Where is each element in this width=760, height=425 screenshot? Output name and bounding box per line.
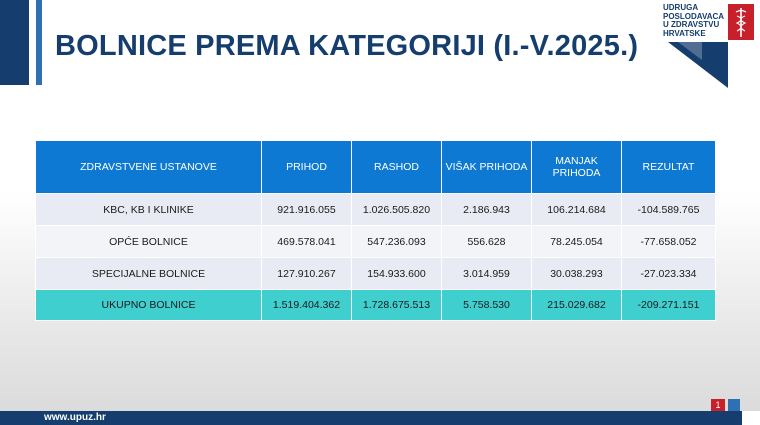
table-row — [36, 226, 716, 258]
cell-expense: 1.728.675.513 — [352, 290, 442, 321]
cell-expense: 154.933.600 — [352, 258, 442, 290]
logo-line: POSLODAVACA — [663, 11, 725, 21]
cell-surplus: 5.758.530 — [442, 290, 532, 321]
cell-deficit: 215.029.682 — [532, 290, 622, 321]
cell-institution: UKUPNO BOLNICE — [36, 290, 262, 321]
table-header-row — [36, 141, 716, 194]
table-row — [36, 194, 716, 226]
page-number: 1 — [711, 399, 725, 411]
cell-deficit: 106.214.684 — [532, 194, 622, 226]
header-surplus: VIŠAK PRIHODA — [442, 141, 532, 194]
logo-line: HRVATSKE — [663, 28, 706, 38]
corner-decoration — [728, 399, 740, 411]
hospital-category-table — [35, 140, 716, 321]
logo-text — [663, 4, 724, 38]
cell-expense: 1.026.505.820 — [352, 194, 442, 226]
cell-result: -77.658.052 — [622, 226, 716, 258]
header-result: REZULTAT — [622, 141, 716, 194]
cell-surplus: 556.628 — [442, 226, 532, 258]
cell-deficit: 78.245.054 — [532, 226, 622, 258]
cell-result: -27.023.334 — [622, 258, 716, 290]
table-total-row — [36, 290, 716, 321]
footer-url: www.upuz.hr — [44, 412, 106, 423]
cell-expense: 547.236.093 — [352, 226, 442, 258]
logo-line: U ZDRAVSTVU — [663, 20, 720, 29]
cell-income: 127.910.267 — [262, 258, 352, 290]
header-deficit: MANJAK PRIHODA — [532, 141, 622, 194]
cell-income: 469.578.041 — [262, 226, 352, 258]
caduceus-icon — [728, 4, 754, 40]
header-income: PRIHOD — [262, 141, 352, 194]
cell-deficit: 30.038.293 — [532, 258, 622, 290]
upuz-logo — [660, 0, 760, 90]
cell-income: 1.519.404.362 — [262, 290, 352, 321]
logo-line: UDRUGA — [663, 3, 699, 12]
corner-decoration — [742, 411, 760, 425]
cell-institution: KBC, KB I KLINIKE — [36, 194, 262, 226]
logo-triangle-icon — [668, 42, 728, 88]
header-institutions: ZDRAVSTVENE USTANOVE — [36, 141, 262, 194]
cell-result: -104.589.765 — [622, 194, 716, 226]
header-expense: RASHOD — [352, 141, 442, 194]
cell-surplus: 2.186.943 — [442, 194, 532, 226]
slide-title: BOLNICE PREMA KATEGORIJI (I.-V.2025.) — [55, 30, 639, 62]
left-accent-bar-light — [36, 0, 42, 85]
cell-income: 921.916.055 — [262, 194, 352, 226]
cell-surplus: 3.014.959 — [442, 258, 532, 290]
footer-bar — [0, 411, 760, 425]
cell-institution: OPĆE BOLNICE — [36, 226, 262, 258]
cell-institution: SPECIJALNE BOLNICE — [36, 258, 262, 290]
cell-result: -209.271.151 — [622, 290, 716, 321]
left-accent-bar-dark — [0, 0, 29, 85]
table-row — [36, 258, 716, 290]
